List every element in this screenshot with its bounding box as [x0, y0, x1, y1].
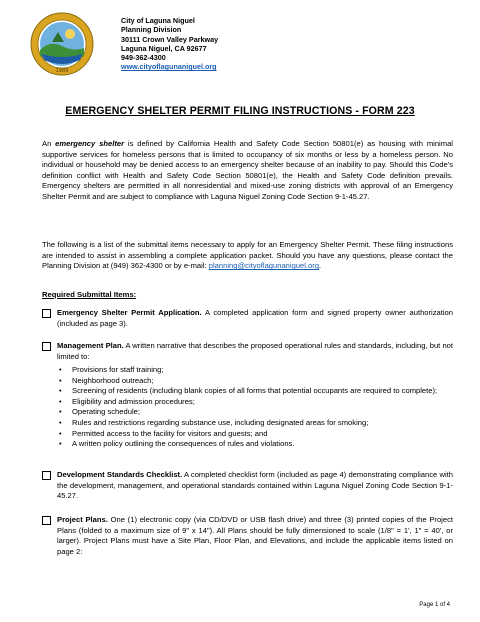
bullet-text: Provisions for staff training; [72, 365, 164, 374]
submittal-item-title: Emergency Shelter Permit Application. [57, 308, 202, 317]
submittal-item-title: Development Standards Checklist. [57, 470, 183, 479]
bullet-item [57, 397, 453, 408]
bullet-text: Neighborhood outreach; [72, 375, 154, 385]
city-seal-logo [30, 12, 94, 76]
bullet-dot: • [59, 417, 62, 427]
application-checkbox[interactable] [42, 309, 51, 318]
intro-body: is defined by California Health and Safety Code Section 50801(e) as housing with minimal supportive services for homeless persons that is limited to occupancy of six months or less by a homeless person. No individual or household may be denied access to an emergency shelter because of an inability to pay. Should this Code's definition conflict with Health and Safety Code Section 50801(e), the Health and Safety Code definition prevails. Emergency shelters are permitted in all nonresidential and mixed-use zoning districts with approval of an Emergency Shelter Permit and are subject to compliance with Laguna Niguel Zoning Code Section 9-1-45.27. [42, 139, 453, 201]
bullet-item [57, 376, 453, 387]
submittal-paragraph [42, 240, 453, 272]
bullet-item [57, 429, 453, 440]
page-number: Page 1 of 4 [419, 602, 450, 608]
intro-paragraph [42, 139, 453, 203]
svg-text:1989: 1989 [55, 68, 69, 74]
submittal-item-body: A written narrative that describes the proposed operational rules and standards, including, but not limited to: [57, 341, 454, 361]
bullet-dot: • [59, 407, 62, 417]
management-plan-checkbox[interactable] [42, 342, 51, 351]
bullet-text: Rules and restrictions regarding substance use, including designated areas for smoking; [72, 417, 369, 427]
org-division: Planning Division [121, 25, 182, 35]
org-city-state-zip: Laguna Niguel, CA 92677 [121, 43, 207, 53]
org-street: 30111 Crown Valley Parkway [121, 34, 219, 44]
bullet-text: A written policy outlining the consequences of rules and violations. [72, 439, 295, 449]
submittal-item-text [57, 515, 453, 557]
bullet-dot: • [59, 428, 62, 438]
project-plans-checkbox[interactable] [42, 516, 51, 525]
bullet-item [57, 439, 453, 450]
submittal-item-body: A completed checklist form (included as page 4) demonstrating compliance with the development, management, and operational standards contained within Laguna Niguel Zoning Code Section 9-1-45.27. [57, 470, 453, 501]
submittal-item-body: A completed application form and signed property owner authorization (included as page 3). [57, 308, 453, 328]
submittal-item-body: One (1) electronic copy (via CD/DVD or USB flash drive) and three (3) printed copies of the Project Plans (folded to a maximum size of 9" x 14"). All Plans should be fully dimensioned to scale (1/8" = 1', 1" = 40', or larger). Project Plans must have a Site Plan, Floor Plan, and Elevations, and include the applicable items listed on page 2: [57, 515, 453, 556]
bullet-item [57, 407, 453, 418]
submittal-item-title: Management Plan. [57, 341, 124, 350]
planning-email-link[interactable]: planning@cityoflagunaniguel.org [208, 261, 320, 271]
bullet-item [57, 386, 453, 397]
bullet-item [57, 418, 453, 429]
submittal-item-title: Project Plans. [57, 515, 108, 524]
bullet-dot: • [59, 396, 62, 406]
bullet-text: Operating schedule; [72, 407, 140, 417]
dev-standards-checkbox[interactable] [42, 471, 51, 480]
bullet-dot: • [59, 365, 62, 374]
org-address-block [121, 16, 218, 72]
bullet-item [57, 365, 453, 376]
bullet-text: Eligibility and admission procedures; [72, 396, 195, 406]
document-title: EMERGENCY SHELTER PERMIT FILING INSTRUCTIONS - FORM 223 [65, 105, 415, 117]
submittal-end: . [319, 261, 322, 271]
org-phone: 949-362-4300 [121, 53, 166, 63]
bullet-dot: • [59, 375, 62, 385]
org-website-link[interactable]: www.cityoflagunaniguel.org [121, 62, 217, 72]
management-plan-bullets [57, 365, 453, 450]
submittal-item-text [57, 308, 453, 329]
bullet-dot: • [59, 386, 62, 396]
bullet-dot: • [59, 439, 62, 449]
bullet-text: Permitted access to the facility for visitors and guests; and [72, 428, 268, 438]
submittal-item-text [57, 341, 453, 362]
required-items-heading: Required Submittal Items: [42, 290, 137, 299]
submittal-text: The following is a list of the submittal items necessary to apply for an Emergency Shelter Permit. These filing instructions are intended to assist in assembling a complete application packet. Should you have any questions, please contact the Planning Division at (949) 362-4300 or by e-mail: [42, 240, 453, 271]
submittal-item-text [57, 470, 453, 502]
intro-term: emergency shelter [55, 139, 125, 148]
bullet-text: Screening of residents (including blank copies of all forms that potential occupants are required to complete); [72, 386, 438, 396]
org-name: City of Laguna Niguel [121, 16, 195, 25]
intro-pre: An [42, 139, 56, 148]
